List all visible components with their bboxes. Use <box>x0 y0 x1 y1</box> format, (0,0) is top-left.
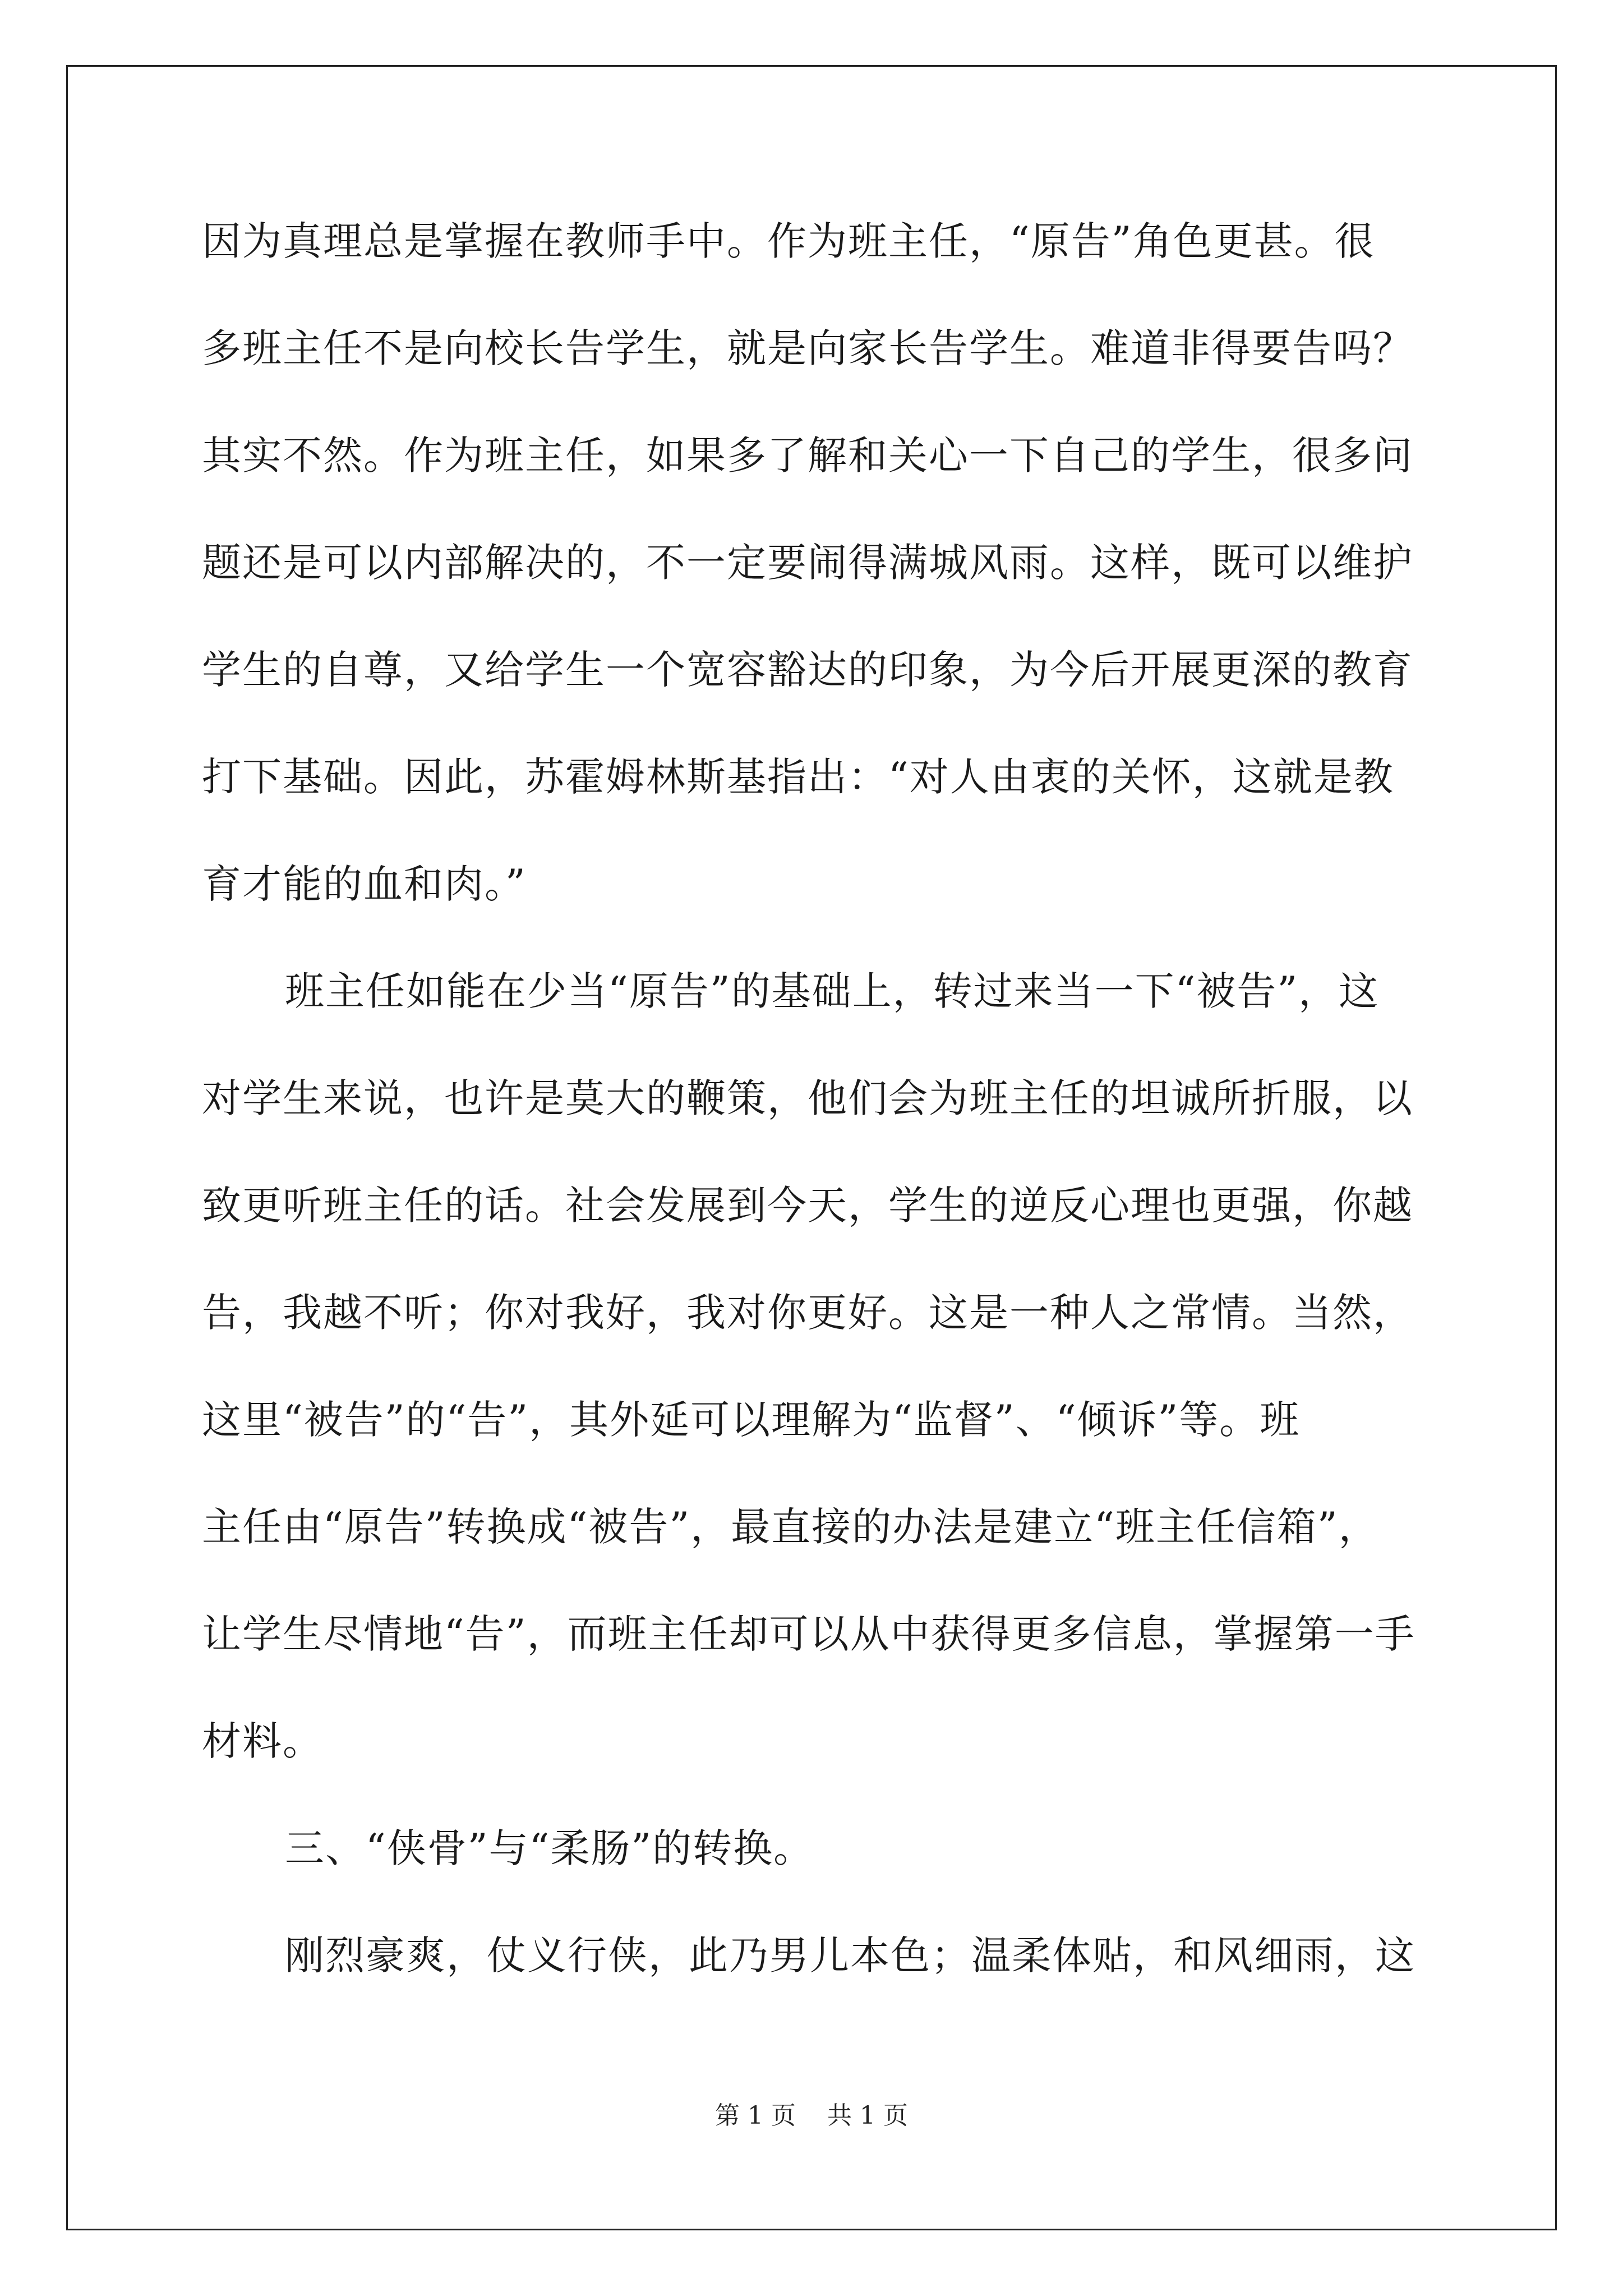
text-line: 因为真理总是掌握在教师手中。作为班主任，“原告”角色更甚。很 <box>202 218 1375 264</box>
text-line: 题还是可以内部解决的，不一定要闹得满城风雨。这样，既可以维护 <box>202 540 1413 586</box>
paragraph-start-line: 班主任如能在少当“原告”的基础上，转过来当一下“被告”，这 <box>285 968 1380 1014</box>
document-body <box>202 218 1464 2043</box>
text-line: 致更听班主任的话。社会发展到今天，学生的逆反心理也更强，你越 <box>202 1182 1413 1228</box>
text-line: 这里“被告”的“告”，其外延可以理解为“监督”、“倾诉”等。班 <box>202 1397 1301 1443</box>
text-line: 学生的自尊，又给学生一个宽容豁达的印象，为今后开展更深的教育 <box>202 647 1413 693</box>
text-line: 主任由“原告”转换成“被告”，最直接的办法是建立“班主任信箱”， <box>202 1504 1379 1550</box>
text-line: 其实不然。作为班主任，如果多了解和关心一下自己的学生，很多问 <box>202 432 1413 478</box>
paragraph-start-line: 刚烈豪爽，仗义行侠，此乃男儿本色；温柔体贴，和风细雨，这 <box>285 1932 1415 1978</box>
page-total: 共 1 页 <box>827 2101 908 2130</box>
text-line: 育才能的血和肉。” <box>202 861 527 907</box>
section-heading: 三、“侠骨”与“柔肠”的转换。 <box>285 1825 814 1871</box>
text-line: 打下基础。因此，苏霍姆林斯基指出：“对人由衷的关怀，这就是教 <box>202 754 1394 800</box>
page-footer <box>0 2101 1623 2130</box>
text-line: 让学生尽情地“告”，而班主任却可以从中获得更多信息，掌握第一手 <box>202 1611 1415 1657</box>
text-line: 对学生来说，也许是莫大的鞭策，他们会为班主任的坦诚所折服，以 <box>202 1075 1413 1121</box>
text-line: 材料。 <box>202 1718 323 1764</box>
page-number: 第 1 页 <box>715 2101 796 2130</box>
text-line: 告，我越不听；你对我好，我对你更好。这是一种人之常情。当然， <box>202 1290 1413 1336</box>
text-line: 多班主任不是向校长告学生，就是向家长告学生。难道非得要告吗？ <box>202 325 1413 371</box>
